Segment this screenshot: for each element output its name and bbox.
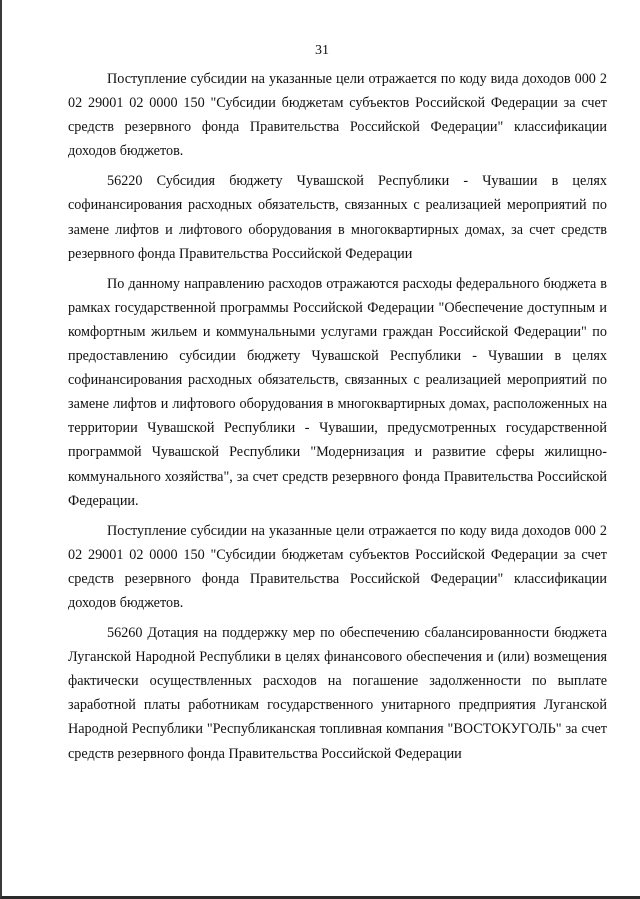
document-body <box>68 67 607 772</box>
paragraph: 56220 Субсидия бюджету Чувашской Республики - Чувашии в целях софинансирования расходных обязательств, связанных с реализацией мероприятий по замене лифтов и лифтового оборудования в многоквартирных домах, за счет средств резервного фонда Правительства Российской Федерации <box>68 173 607 262</box>
paragraph: 56260 Дотация на поддержку мер по обеспечению сбалансированности бюджета Луганской Народной Республики в целях финансового обеспечения и (или) возмещения фактически осуществленных расходов на погашение задолженности по выплате заработной платы работникам государственного унитарного предприятия Луганской Народной Республики "Республиканская топливная компания "ВОСТОКУГОЛЬ" за счет средств резервного фонда Правительства Российской Федерации <box>68 625 607 762</box>
paragraph: Поступление субсидии на указанные цели отражается по коду вида доходов 000 2 02 29001 02 0000 150 "Субсидии бюджетам субъектов Российской Федерации за счет средств резервного фонда Правительства Российской Федерации" классификации доходов бюджетов. <box>68 71 607 160</box>
paragraph: Поступление субсидии на указанные цели отражается по коду вида доходов 000 2 02 29001 02 0000 150 "Субсидии бюджетам субъектов Российской Федерации за счет средств резервного фонда Правительства Российской Федерации" классификации доходов бюджетов. <box>68 522 607 611</box>
paragraph: По данному направлению расходов отражаются расходы федерального бюджета в рамках государственной программы Российской Федерации "Обеспечение доступным и комфортным жильем и коммунальными услугами граждан Российской Федерации" по предоставлению субсидии бюджету Чувашской Республики - Чувашии в целях софинансирования расходных обязательств, связанных с реализацией мероприятий по замене лифтов и лифтового оборудования в многоквартирных домах, расположенных на территории Чувашской Республики - Чувашии, предусмотренных государственной программой Чувашской Республики "Модернизация и развитие сферы жилищно-коммунального хозяйства", за счет средств резервного фонда Правительства Российской Федерации. <box>68 275 607 509</box>
page-number: 31 <box>315 43 329 58</box>
